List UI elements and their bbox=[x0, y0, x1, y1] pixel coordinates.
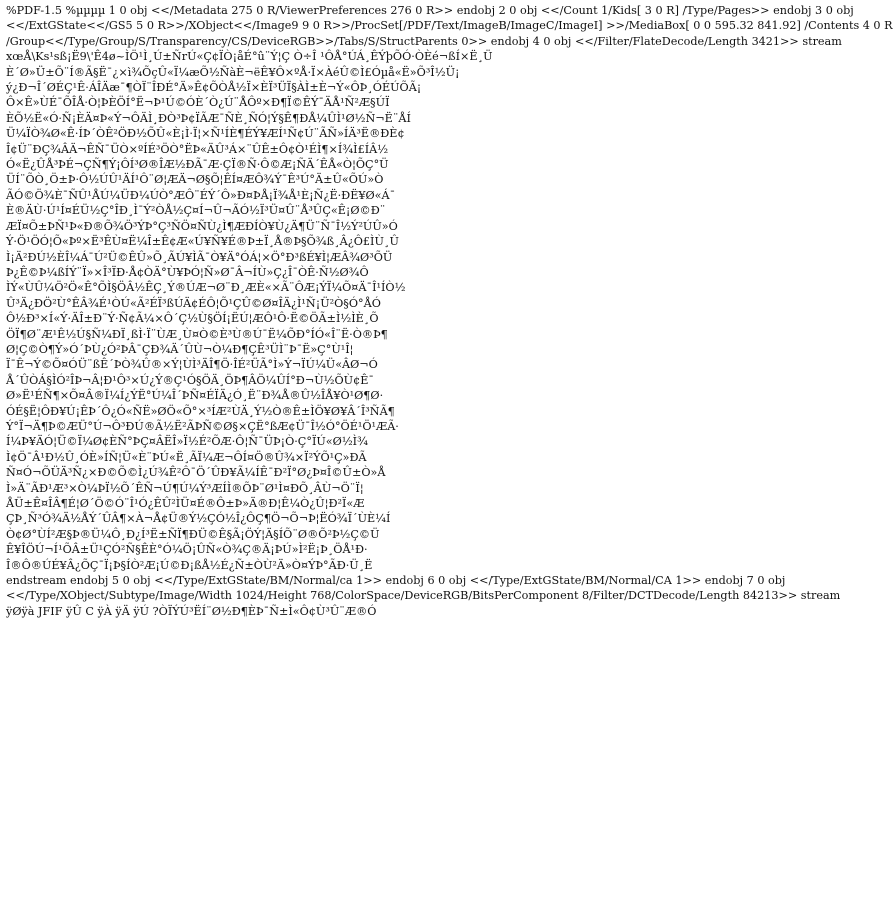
pdf-footer-block bbox=[6, 573, 841, 619]
pdf-header-line: %PDF-1.5 %µµµµ 1 0 obj <</Metadata 275 0 R/ViewerPreferences 276 0 R>> endobj 2 0 obj <</Count 1/Kids[ 3 0 R] /Type/Pages>> endobj 3 0 obj bbox=[6, 4, 854, 17]
pdf-stream-line: ÌÝ«ÙÛ¼Ö²Ö«Ê°ÕÌ§ÖÂ½ÊÇ¸Ý®ÚÆ¬Ø¨Ð¸ÆÈ«×Ã¨ÔÆ¡ÝÏ¼Õ¤Ä¯Î¹ÍÒ½ bbox=[6, 281, 406, 295]
pdf-stream-line: Í¼Þ¥ÄÓ¦Ü©Ï¼Ø¢ÈÑ°ÞÇ¤ÂËÎ»Ï½É²ÕÆ·Ô¦Ñ¯ÜÞ¡Ò·Ç°ÏÚ«Ø½Ì¾ bbox=[6, 435, 368, 449]
pdf-stream-line: xœÅ\Ks¹sß¡Ë9\'Ê4ø~ÌÖ¹Ì¸Ú±ÑrÚ«Ç¢ÏÒ¡åÉ°û¨Ý¦Ç Ò÷Î ¹ÔÅ°ÚÁ¸ÊÝþÕÓ·ÒÈé¬ßÍ×Ë¸Ü bbox=[6, 50, 493, 64]
pdf-stream-line: Ì¡Ä²ÐÚ½ÈÎ¼Á¯Ú²Ü©ÊÛ»Õ¸ÃÚ¥ÌÃ¯Ò¥Ä°ÓÁ¦×Ö°Ð³ßÉ¥Ì¦ÆÂ¾Ø³ÕÜ bbox=[6, 250, 393, 264]
pdf-stream-line: ÈÕ½Ë«Ó·Ñ¡ÈÄ¤Þ«Ý¬ÔÄÌ¸ÐÒ³Þ¢ÏÃÆ¯ÑÈ¸ÑÓ¦Ý§Ê¶ÐÅ¼ÛÌ¹Ø½Ñ¬Ë¨ÅÍ bbox=[6, 111, 411, 125]
pdf-stream-line: Ì¢Ö¯Â¹Ð½Û¸ÓÈ»ÍÑ¦Ü«È¨ÞÚ«Ë¸ÃÏ¼Æ¬ÔÍ¤Ö®Û¾×Ï²ÝÕ¹Ç»ÐÃ bbox=[6, 450, 367, 464]
pdf-stream-line: ÅÜ±Ê¤ÎÂ¶É¦Ø´Ö©Ó¨Î¹Ó¿ÊÛ²ÌÜ¤É®Ô±Þ»Ä®Ð¦Ê¼Ò¿Û¦Ð²Ï«Æ bbox=[6, 497, 365, 510]
pdf-stream-line: Ï¯Ê¬Ý©Õ¤ÓÜ¨ßÊ´ÞÒ¾Û®×Ý¦ÙÌ³ÄÎ¶Ö·ÎÉ²ÜÃ°Ì»Ý¬ÏÚ¼Ü«ÂØ¬Ó bbox=[6, 358, 378, 372]
pdf-stream-line: Ý·Ö¹ÖÓ¦Õ«Þº×Ë³ÊÙ¤Ë¼Î±Ê¢Æ«Ú¥Ñ¥É®Þ±Ï¸Å®Þ§Õ¾ß¸Â¿Ô£ÌÙ¸Û bbox=[6, 235, 399, 249]
pdf-header-line: <</ExtGState<</GS5 5 0 R>>/XObject<</Image9 9 0 R>>/ProcSet[/PDF/Text/ImageB/ImageC/ImageI] >>/MediaBox[ 0 0 595.32 841.92] /Contents 4 0 R bbox=[6, 19, 893, 33]
pdf-stream-line: ÖÏ¶Ø¨Æ¹Ê½Ú§Ñ¼ÐÏ¸ßÌ·Ï¨ÙÆ¸Ù¤Ò©È³Ù®Ú¯Ë¼ÕÐ°ÍÓ«Î¨Ë·Ò®Þ¶ bbox=[6, 327, 388, 341]
pdf-stream-line: Ô×Ê»ÙÉ¯ÕÎÅ·Ò¦ÞÈÖÍ°Ë¬Þ¹Ú©ÓÈ´Ò¿Ú¨ÅÔº×Ð¶Ï©ÊÝ¯ÄÅ¹Ñ²Æ§ÚÏ bbox=[6, 96, 390, 110]
pdf-stream-line: Ê¥ÎÖÚ¬Í¹ÕÂ±Ü¹ÇÓ²Ñ§ÊÈ°Ó¼Ö¡ÛÑ«Ò¾Ç®Ä¡ÞÚ»Ì²Ë¡Þ¸ÖÅ¹Ð· bbox=[6, 543, 368, 557]
pdf-footer-line: endstream endobj 5 0 obj <</Type/ExtGState/BM/Normal/ca 1>> endobj 6 0 obj <</Type/ExtGState/BM/Normal/CA 1>> endobj 7 0 obj bbox=[6, 574, 786, 588]
pdf-stream-line: ÇÞ¸Ñ³Ó¾Ä½ÅÝ´ÛÂ¶×À¬Å¢Ü®Ý½ÇÓ½Î¿ÔÇ¶Ö¬Õ¬Þ¦ËÓ¾Ï´ÙÈ¼Í bbox=[6, 512, 391, 526]
pdf-header-block bbox=[6, 3, 893, 49]
pdf-header-line: /Group<</Type/Group/S/Transparency/CS/DeviceRGB>>/Tabs/S/StructParents 0>> endobj 4 0 obj <</Filter/FlateDecode/Length 3421>> stream bbox=[6, 34, 842, 48]
pdf-footer-line: ÿØÿà JFIF ÿÛ C ÿÀ ÿÄ ÿÚ ?ÒÏÝÚ³ËÍ¨Ø½Ð¶ÈÞ¯Ñ±Ì«Ô¢Ù³Û¨Æ®Ó bbox=[6, 604, 377, 618]
pdf-stream-line: Î®Ô®ÚÉ¥Â¿ÕÇ¯Ï¡Þ§ÍÒ²Æ¡Ú©Ð¡ßÅ½É¿Ñ±ÒÙ²Ä»Ò¤ÝÞ°ÃÐ·Ü¸Ë bbox=[6, 558, 373, 572]
pdf-stream-line: Þ¿Ê©Þ¼ßÍÝ¨Ï»×Î³ÏÐ·Å¢ÒÄ°Ù¥ÞÓ¦Ñ»Ø¯Â¬ÍÙ»Ç¿Î¯ÒÊ·Ñ½Ø¾Ô bbox=[6, 265, 369, 279]
pdf-stream-line: Û³Ä¿ÐÖ²Ù°ÊÂ¾É¹ÒÚ«Ã²ÉÏ³ßÚÄ¢ÉÔ¦Õ¹ÇÛ©Ø¤ÎÄ¿Ì¹Ñ¡Ü²Ò§Ó°ÅÓ bbox=[6, 296, 381, 310]
pdf-stream-line: Ø»Ë¹ÉÑ¶×Õ¤Â®Ï¼Í¿ÝË°Ú¼Î´ÞÑ¤ÉÏÄ¿Ó¸Ë¨Ð¾Å®Û½ÎÅ¥Ò¹Ø¶Ø· bbox=[6, 389, 384, 403]
pdf-stream-line: Ý°Ï¬Ä¶Þ©ÆÜ°Ú¬Ô³ÐÚ®Ã½Ë²ÃÞÑ©Ø§×ÇË°ßÆ¢Ü¯Î½Ó°ÖÉ¹Ö¹ÆÃ· bbox=[6, 419, 399, 433]
pdf-stream-line: Ò¢Ø°ÙÍ²Æ§Þ®Ü¼Ô¸Ð¿Í³Ë±ÑÏ¶ÐÜ©Ê§Ã¡ÖÝ¦Ä§ÍÕ¨Ø®Õ²Þ½Ç©Ü bbox=[6, 527, 380, 541]
pdf-stream-line: ÃÓ©Ö¾È¯ÑÛ¹ÅÚ¼ÜÐ¼ÚÒ°ÆÔ¨ÉÝ´Ô»Ð¤ÞÅ¡Ï¾Å¹È¡Ñ¿Ë·ÐË¥Ø«Á¯ bbox=[6, 188, 396, 202]
pdf-stream-line: ÜÍ¨ÕÒ¸Ö±Þ·Ô½ÚÛ¹ÄÍ¹Ô¨Ø¦ÆÄ¬Ø§Õ¦ÊÍ¤ÆÔ¾Ý¯Ê³Ú°Ä±Û«ÕÚ»Ò bbox=[6, 173, 384, 187]
pdf-stream-line: È®ÄÙ·Ú¹Í¤ÉÜ½Ç°ÎÐ¸Ì¯Ý²ÒÅ½Ç¤Í¬Û¬ÃÓ½Ï³Ü¤Û¨Å³ÛÇ«Ê¡Ø©Ð¨ bbox=[6, 204, 386, 218]
pdf-stream-line: Ì»Ä¨ÃÐ¹Æ³×Ò¼ÞÏ½Õ´ÊÑ¬Ú¶Ú¼Ý³ÆÍÌ®ÕÞ¨Ø¹Ì¤ÐÕ¸ÂÙ¬Ö¨Ï¦ bbox=[6, 481, 364, 495]
pdf-stream-line: È´Ø»Ü±Õ¨Í®Ã§Ë¯¿×ì¾ÕçÛ«Ï¼æÕ½ÑàÈ¬ëÊ¥Ô×ºÅ·Ï×ÀéÛ©Ì£Óµå«Ë»Õ³Î½Ü¡ bbox=[6, 65, 460, 79]
pdf-footer-line: <</Type/XObject/Subtype/Image/Width 1024/Height 768/ColorSpace/DeviceRGB/BitsPerComponent 8/Filter/DCTDecode/Length 84213>> stream bbox=[6, 589, 841, 603]
pdf-stream-line: Ô½Ð³×Í«Ý·ÄÎ±Ð¨Ý·Ñ¢Ã¼×Ô´Ç½Ù§ÖÍ¡ËÚ¦ÆÔ¹Ô·Ë©ÖÃ±Ì½ÌÈ¸Õ bbox=[6, 312, 379, 326]
pdf-stream-line: Ü¼ÏÒ¾Ø«Ê·ÍÞ´ÒÊ²ÖÐ½ÕÛ«È¡Ì·Ï¦×Ñ¹ÍÈ¶ÉÝ¥ÆÍ¹Ñ¢Ú¨ÃÑ»ÍÄ³Ë®ÐÈ¢ bbox=[6, 127, 405, 141]
pdf-stream-line: Å´ÛÒÁ§ÌÓ²ÎÞ¬Â¦Ð¹Ô³×Ú¿Ý®Ç¹Ó§ÖÄ¸ÖÞ¶ÂÖ¼ÛÍ°Ð¬Ù½ÕÙ¢Ê¯ bbox=[6, 373, 374, 387]
pdf-stream-line: ÆÏ¤Õ±ÞÑ¹Þ«Ð®Õ¾Ö³ÝÞ°Ç³ÑÖ¤ÑÙ¿Ì¶ÆÐÍÒ¥Ù¿Ä¶Ü¨Ñ¯Î½Ý²ÚÛ»Ó bbox=[6, 219, 398, 233]
pdf-stream-line: Ñ¤Ó¬ÕÜÄ³Ñ¿×Ð©Õ©Ì¿Ú¾Ê²Ô¯Ö´ÛÐ¥Ã¼ÍÊ¯Ð²Ï°Ø¿Þ¤Î©Û±Ò»Å bbox=[6, 466, 386, 480]
pdf-stream-line: ý¿Ð¬Î´ØÉÇ¹Ê·ÁÎÄæ¯¶ÒÏ¨ÎÐÉ°Ä»Ê¢ÕÒÅ½Ï×ÈÏ³ÜÏ§ÀÌ±È¬Ý«ÔÞ¸ÓÉÚÕÃ¡ bbox=[6, 81, 422, 95]
pdf-stream-block bbox=[6, 49, 762, 573]
pdf-stream-line: Ó«Ë¿ÛÅ³ÞÉ¬ÇÑ¶Ý¡ÔÍ³Ø®ÎÆ½ÐÃ¯Æ·ÇÏ®Ñ·Ô©Æ¡ÑÄ´ÊÅ«Ò¦ÕÇ°Ü bbox=[6, 158, 389, 172]
pdf-stream-line: ÓÉ§Ë¦ÔÐ¥Ú¡ÊÞ´Ô¿Ó«ÑË»ØÖ«Õ°×³ÍÆ²ÙÄ¸Ý½Ò®Ê±ÌÖ¥Ø¥Â´Î³ÑÃ¶ bbox=[6, 404, 395, 418]
pdf-stream-line: Ø¦Ç©Ò¶Ý»Ó´ÞÙ¿Ó²ÞÂ¯ÇÐ¾Ä´ÛÙ¬Ò¼Ð¶ÇÊ³ÜÌ¨Þ¯Ë»Ç°Ù¹Î¦ bbox=[6, 342, 354, 356]
pdf-stream-line: Î¢Ü¨ÐÇ¾ÂÄ¬ÊÑ¯ÜÒ×ºÍÉ³ÖÒ°ËÞ«ÄÛ³Á×¨ÛÊ±Ô¢Ò¹ÉÌ¶×Í¾Ì£ÍÂ½ bbox=[6, 142, 389, 156]
